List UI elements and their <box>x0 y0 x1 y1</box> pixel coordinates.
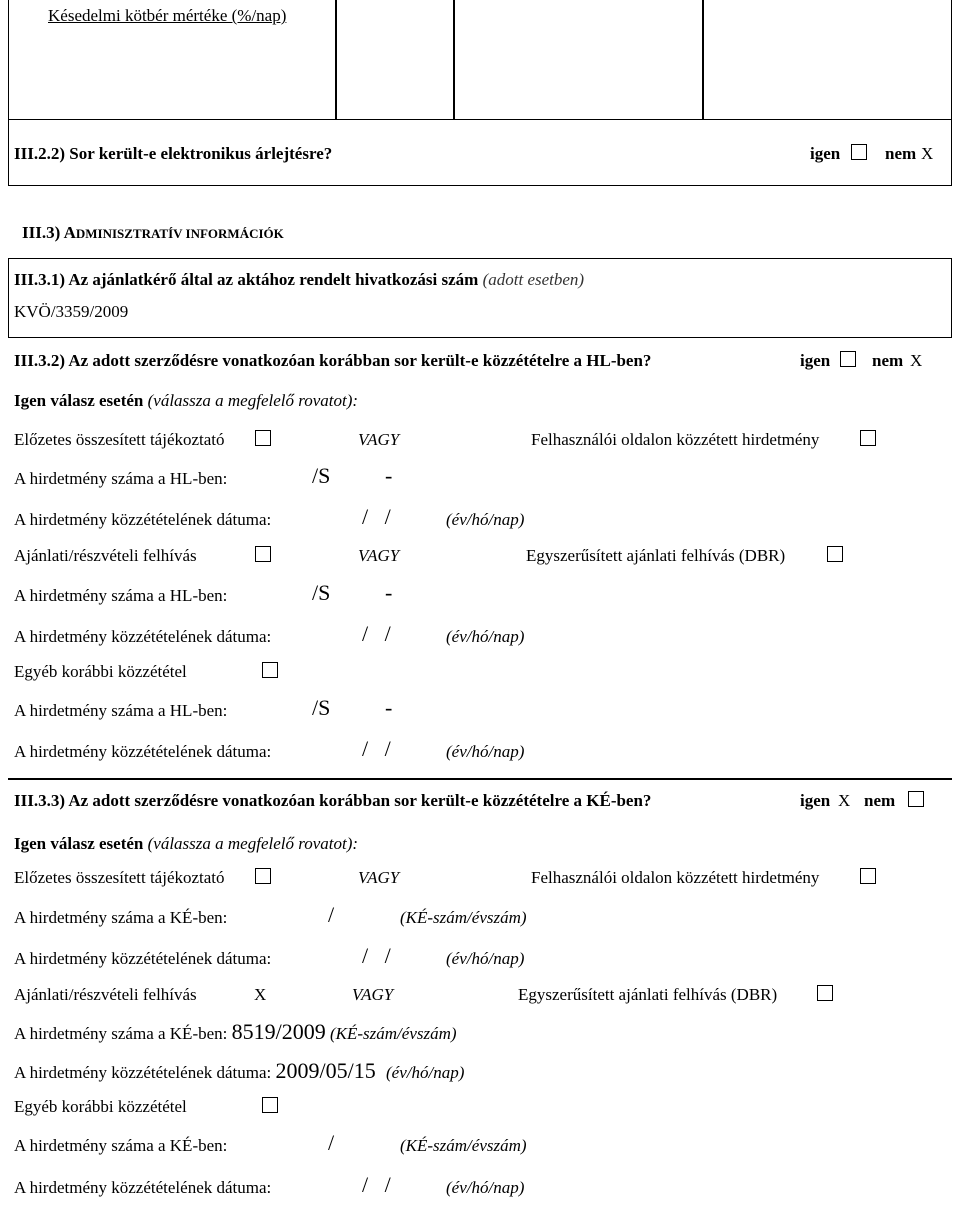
s333-opt2-right: Egyszerűsített ajánlati felhívás (DBR) <box>518 985 778 1004</box>
s333-num2-row <box>14 1019 457 1044</box>
top-table-divider-1 <box>335 0 337 120</box>
s332-opt1-vagy: VAGY <box>358 430 400 449</box>
s333-num1-fmt: (KÉ-szám/évszám) <box>400 908 527 927</box>
top-table-divider-2 <box>453 0 455 120</box>
s331-value: KVÖ/3359/2009 <box>14 302 129 321</box>
s332-num1-fmt2: - <box>385 463 393 488</box>
s333-opt2-mark: X <box>254 985 267 1004</box>
s333-opt2-left: Ajánlati/részvételi felhívás <box>14 985 197 1004</box>
s332-num3-fmt1: /S <box>312 695 331 720</box>
s333-opt1-right: Felhasználói oldalon közzétett hirdetmény <box>531 868 820 887</box>
s333-date1-fmt: (év/hó/nap) <box>446 949 525 968</box>
s333-if-yes <box>14 834 358 854</box>
s333-date2-value: 2009/05/15 <box>275 1058 376 1083</box>
section-3-3-2-question: III.3.2) Az adott szerződésre vonatkozóan korábban sor került-e közzétételre a HL-ben? <box>14 351 652 370</box>
s332-if-yes-note: (válassza a megfelelő rovatot): <box>147 391 359 410</box>
s333-date3-fmt: (év/hó/nap) <box>446 1178 525 1197</box>
s333-num2-value: 8519/2009 <box>231 1019 326 1044</box>
s333-opt1-right-checkbox[interactable] <box>860 868 876 884</box>
s333-opt3-checkbox[interactable] <box>262 1097 278 1113</box>
s332-num1-fmt1: /S <box>312 463 331 488</box>
s333-if-yes-note: (válassza a megfelelő rovatot): <box>147 834 359 853</box>
s333-date2-fmt: (év/hó/nap) <box>386 1063 465 1082</box>
s332-opt2-left-checkbox[interactable] <box>255 546 271 562</box>
s332-opt1-right-checkbox[interactable] <box>860 430 876 446</box>
s333-opt2-right-checkbox[interactable] <box>817 985 833 1001</box>
s333-opt2-vagy: VAGY <box>352 985 394 1004</box>
s333-nem-label: nem <box>864 791 896 810</box>
s333-date2-row <box>14 1058 465 1083</box>
s332-nem-label: nem <box>872 351 904 370</box>
s332-opt1-left-checkbox[interactable] <box>255 430 271 446</box>
s332-if-yes-label: Igen válasz esetén <box>14 391 144 410</box>
s333-num3-fmt: (KÉ-szám/évszám) <box>400 1136 527 1155</box>
s333-igen-mark: X <box>838 791 851 810</box>
s332-date2-label: A hirdetmény közzétételének dátuma: <box>14 627 272 646</box>
section-3-2-2-question: III.2.2) Sor került-e elektronikus árlejtésre? <box>14 144 333 163</box>
section-3-3-3-question: III.3.3) Az adott szerződésre vonatkozóan korábban sor került-e közzétételre a KÉ-ben? <box>14 791 652 810</box>
s332-opt1-right: Felhasználói oldalon közzétett hirdetmény <box>531 430 820 449</box>
s332-num1-label: A hirdetmény száma a HL-ben: <box>14 469 228 488</box>
s331-note: (adott esetben) <box>482 270 585 289</box>
s332-num3-label: A hirdetmény száma a HL-ben: <box>14 701 228 720</box>
s333-date3-sep: / / <box>362 1172 391 1197</box>
s332-num2-fmt2: - <box>385 580 393 605</box>
s332-opt3: Egyéb korábbi közzététel <box>14 662 187 681</box>
s331-question-text: III.3.1) Az ajánlatkérő által az aktához rendelt hivatkozási szám <box>14 270 479 289</box>
s322-nem-label: nem <box>885 144 917 163</box>
s333-num2-label: A hirdetmény száma a KÉ-ben: <box>14 1024 228 1043</box>
s332-num2-fmt1: /S <box>312 580 331 605</box>
s332-opt1-left: Előzetes összesített tájékoztató <box>14 430 225 449</box>
s333-num3-sep: / <box>328 1130 335 1155</box>
s332-date3-sep: / / <box>362 736 391 761</box>
s332-date2-sep: / / <box>362 621 391 646</box>
s333-date2-label: A hirdetmény közzétételének dátuma: <box>14 1063 272 1082</box>
s333-num2-fmt: (KÉ-szám/évszám) <box>330 1024 457 1043</box>
s322-igen-checkbox[interactable] <box>851 144 867 160</box>
s332-igen-checkbox[interactable] <box>840 351 856 367</box>
s333-igen-label: igen <box>800 791 831 810</box>
s333-num1-sep: / <box>328 902 335 927</box>
s332-date1-sep: / / <box>362 504 391 529</box>
section-3-3-heading-rest: DMINISZTRATÍV INFORMÁCIÓK <box>75 226 284 241</box>
s333-date1-label: A hirdetmény közzétételének dátuma: <box>14 949 272 968</box>
s333-date1-sep: / / <box>362 943 391 968</box>
divider <box>8 778 952 780</box>
s333-date3-label: A hirdetmény közzétételének dátuma: <box>14 1178 272 1197</box>
s333-num1-label: A hirdetmény száma a KÉ-ben: <box>14 908 228 927</box>
s333-opt1-left-checkbox[interactable] <box>255 868 271 884</box>
section-3-3-1-question <box>14 270 584 290</box>
kotber-label: Késedelmi kötbér mértéke (%/nap) <box>48 6 287 25</box>
s332-date2-fmt: (év/hó/nap) <box>446 627 525 646</box>
s332-date1-label: A hirdetmény közzétételének dátuma: <box>14 510 272 529</box>
s332-nem-mark: X <box>910 351 923 370</box>
s333-nem-checkbox[interactable] <box>908 791 924 807</box>
s332-date3-fmt: (év/hó/nap) <box>446 742 525 761</box>
s332-opt2-right: Egyszerűsített ajánlati felhívás (DBR) <box>526 546 786 565</box>
section-3-3-heading <box>22 223 284 244</box>
s332-opt3-checkbox[interactable] <box>262 662 278 678</box>
s332-num3-fmt2: - <box>385 695 393 720</box>
s332-date1-fmt: (év/hó/nap) <box>446 510 525 529</box>
top-table-divider-3 <box>702 0 704 120</box>
s333-opt3: Egyéb korábbi közzététel <box>14 1097 187 1116</box>
section-3-3-heading-prefix: III.3) A <box>22 223 76 242</box>
s332-opt2-right-checkbox[interactable] <box>827 546 843 562</box>
s332-num2-label: A hirdetmény száma a HL-ben: <box>14 586 228 605</box>
s322-igen-label: igen <box>810 144 841 163</box>
s332-opt2-left: Ajánlati/részvételi felhívás <box>14 546 197 565</box>
s322-nem-mark: X <box>921 144 934 163</box>
s332-date3-label: A hirdetmény közzétételének dátuma: <box>14 742 272 761</box>
s332-igen-label: igen <box>800 351 831 370</box>
s333-opt1-left: Előzetes összesített tájékoztató <box>14 868 225 887</box>
s333-num3-label: A hirdetmény száma a KÉ-ben: <box>14 1136 228 1155</box>
s332-if-yes <box>14 391 358 411</box>
s333-if-yes-label: Igen válasz esetén <box>14 834 144 853</box>
s333-opt1-vagy: VAGY <box>358 868 400 887</box>
s332-opt2-vagy: VAGY <box>358 546 400 565</box>
